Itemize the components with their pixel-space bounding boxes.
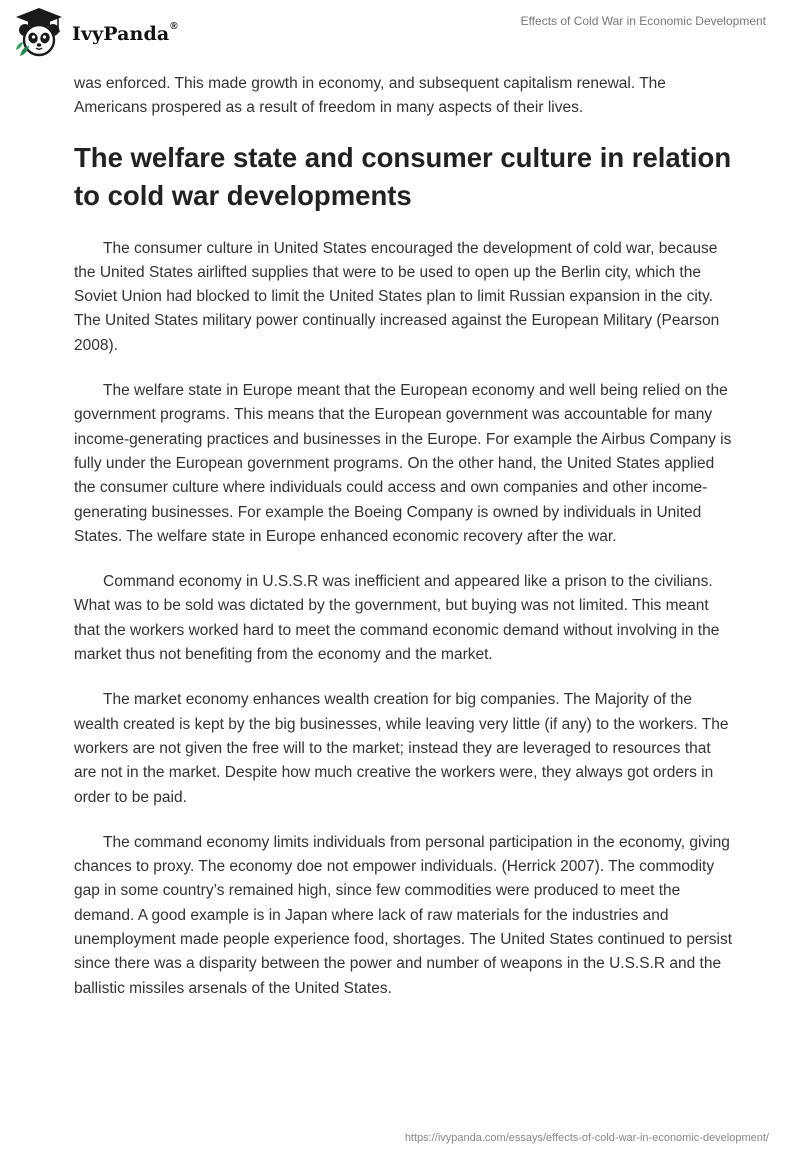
source-url[interactable]: https://ivypanda.com/essays/effects-of-cold-war-in-economic-development/: [404, 1132, 769, 1144]
paragraph: The market economy enhances wealth creation for big companies. The Majority of the wealth created is kept by the big businesses, while leaving very little (if any) to the workers. The workers are not given the free will to the market; instead they are leveraged to resources that are not in the market. Despite how much creative the workers were, they always got orders in order to be paid.: [74, 691, 729, 806]
page-header: [0, 0, 800, 70]
registered-mark: ®: [170, 21, 178, 32]
lead-paragraph: was enforced. This made growth in economy, and subsequent capitalism renewal. The Americans prospered as a result of freedom in many aspects of their lives.: [74, 75, 666, 117]
paragraph: The command economy limits individuals from personal participation in the economy, giving chances to proxy. The economy doe not empower individuals. (Herrick 2007). The commodity gap in some country’s remained high, since few commodities were produced to meet the demand. A good example is in Japan where lack of raw materials for the industries and unemployment made people experience food, shortages. The United States continued to persist since there was a disparity between the power and number of weapons in the U.S.S.R and the ballistic missiles arsenals of the United States.: [74, 833, 733, 997]
ivypanda-logo[interactable]: [14, 6, 178, 58]
brand-name: IvyPanda®: [72, 21, 178, 45]
panda-graduate-icon: [14, 6, 64, 58]
paragraph: Command economy in U.S.S.R was inefficient and appeared like a prison to the civilians. What was to be sold was dictated by the government, but buying was not limited. This meant that the workers worked hard to meet the command economic demand without involving in the market thus not benefiting from the economy and the market.: [74, 573, 720, 664]
document-title: Effects of Cold War in Economic Development: [520, 14, 766, 28]
paragraph: The consumer culture in United States encouraged the development of cold war, because the United States airlifted supplies that were to be used to open up the Berlin city, which the Soviet Union had blocked to limit the United States plan to limit Russian expansion in the city. The United States military power continually increased against the European Military (Pearson 2008).: [74, 239, 720, 354]
article-body: [74, 72, 734, 1022]
paragraph: The welfare state in Europe meant that the European economy and well being relied on the government programs. This means that the European government was accountable for many income-generating practices and businesses in the Europe. For example the Airbus Company is fully under the European government programs. On the other hand, the United States applied the consumer culture where individuals could access and own companies and other income-generating businesses. For example the Boeing Company is owned by individuals in United States. The welfare state in Europe enhanced economic recovery after the war.: [74, 382, 732, 545]
section-heading: The welfare state and consumer culture in relation to cold war developments: [74, 141, 732, 211]
